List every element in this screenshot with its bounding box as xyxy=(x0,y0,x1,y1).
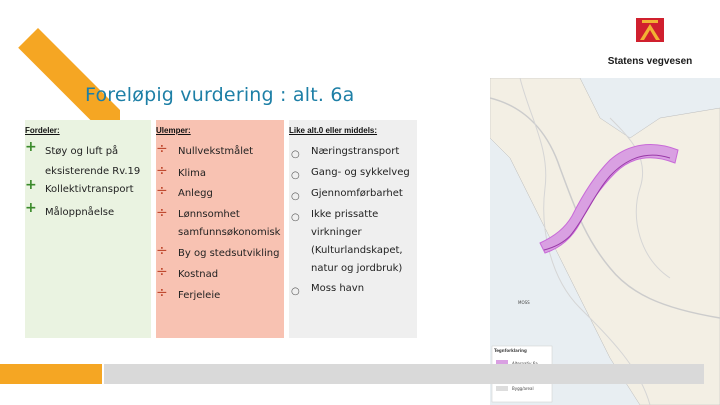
neutral-item: Næringstransport xyxy=(311,146,400,157)
circle-icon: ○ xyxy=(291,191,300,202)
pros-column xyxy=(25,120,151,338)
minus-icon: ÷ xyxy=(156,205,168,221)
map-image xyxy=(490,78,720,405)
legend-title: Tegnforklaring xyxy=(494,348,527,353)
minus-icon: ÷ xyxy=(156,163,168,179)
cons-item: Ferjeleie xyxy=(178,290,221,301)
cons-item: Kostnad xyxy=(178,269,219,280)
cons-item: Lønnsomhet xyxy=(178,209,240,220)
cons-heading: Ulemper: xyxy=(156,126,191,135)
cons-item: Nullvekstmålet xyxy=(178,146,254,157)
minus-icon: ÷ xyxy=(156,285,168,301)
neutral-item: natur og jordbruk) xyxy=(311,263,403,274)
circle-icon: ○ xyxy=(291,170,300,181)
minus-icon: ÷ xyxy=(156,264,168,280)
neutral-item: virkninger xyxy=(311,227,362,238)
neutral-heading: Like alt.0 eller middels: xyxy=(289,126,378,135)
pros-item: eksisterende Rv.19 xyxy=(45,166,141,177)
footer-bar xyxy=(104,364,704,384)
plus-icon: + xyxy=(25,200,37,216)
neutral-item: (Kulturlandskapet, xyxy=(311,245,403,256)
footer-accent-bar xyxy=(0,364,102,384)
circle-icon: ○ xyxy=(291,286,300,297)
minus-icon: ÷ xyxy=(156,243,168,259)
pros-item: Måloppnåelse xyxy=(45,207,115,218)
cons-column xyxy=(156,120,284,338)
minus-icon: ÷ xyxy=(156,141,168,157)
neutral-item: Moss havn xyxy=(311,283,365,294)
legend-item: Bygg/areal xyxy=(512,386,534,391)
pros-heading: Fordeler: xyxy=(25,126,60,135)
plus-icon: + xyxy=(25,177,37,193)
statens-vegvesen-logo xyxy=(600,14,700,74)
neutral-item: Gang- og sykkelveg xyxy=(311,167,410,178)
neutral-item: Gjennomførbarhet xyxy=(311,188,403,199)
map-place-label: MOSS xyxy=(518,300,530,305)
cons-item: Anlegg xyxy=(178,188,213,199)
circle-icon: ○ xyxy=(291,149,300,160)
cons-item: By og stedsutvikling xyxy=(178,248,280,259)
plus-icon: + xyxy=(25,139,37,155)
cons-item: samfunnsøkonomisk xyxy=(178,227,281,238)
crown-logo-icon xyxy=(632,14,668,50)
neutral-item: Ikke prissatte xyxy=(311,209,379,220)
page-title: Foreløpig vurdering : alt. 6a xyxy=(85,84,355,106)
brand-name: Statens vegvesen xyxy=(607,56,693,67)
pros-item: Kollektivtransport xyxy=(45,184,134,195)
route-map xyxy=(490,78,720,405)
circle-icon: ○ xyxy=(291,212,300,223)
minus-icon: ÷ xyxy=(156,183,168,199)
pros-item: Støy og luft på xyxy=(45,146,119,157)
neutral-column xyxy=(289,120,417,338)
cons-item: Klima xyxy=(178,168,206,179)
